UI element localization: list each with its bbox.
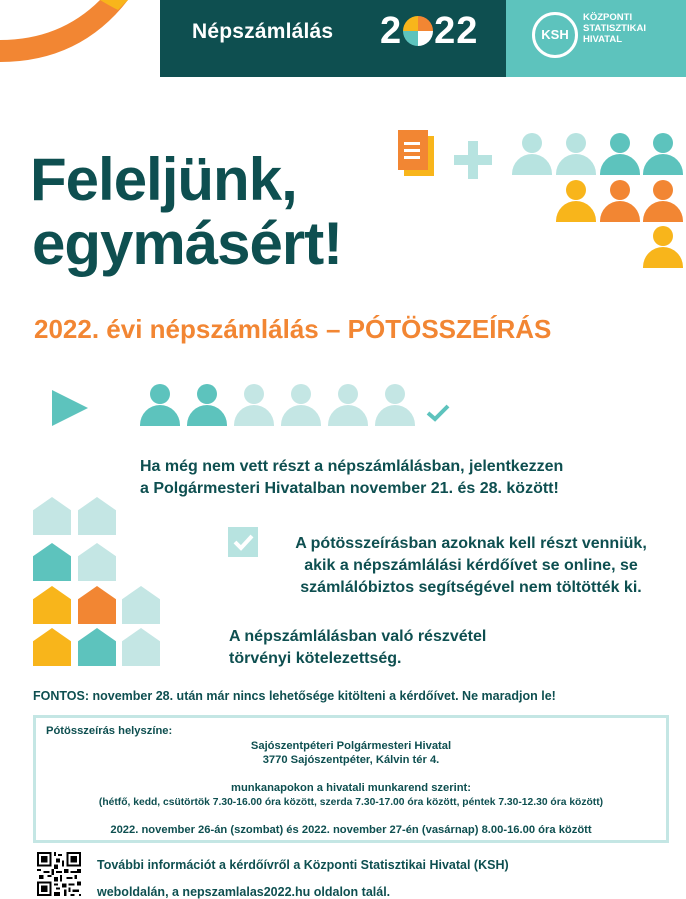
person-icon: [600, 180, 640, 222]
ksh-name-line: STATISZTIKAI: [583, 23, 646, 34]
rule-text: [281, 533, 661, 599]
footer-line: További információt a kérdőívről a Központi Statisztikai Hivatal (KSH): [97, 858, 509, 872]
header-title: Népszámlálás: [192, 20, 334, 43]
legal-line: törvényi kötelezettség.: [229, 650, 402, 667]
intro-text: [140, 456, 600, 500]
location-workdays: munkanapokon a hivatali munkarend szerint:: [231, 782, 471, 794]
check-icon: [228, 527, 258, 557]
intro-line: Ha még nem vett részt a népszámlálásban, jelentkezzen: [140, 458, 564, 475]
intro-line: a Polgármesteri Hivatalban november 21. és 28. között!: [140, 480, 559, 497]
ksh-logo: KSH: [532, 12, 578, 58]
person-icon: [643, 180, 683, 222]
house-icon: [33, 628, 71, 666]
house-icon: [122, 586, 160, 624]
plus-icon: [454, 141, 492, 179]
house-icon: [78, 497, 116, 535]
footer-text: [97, 852, 657, 899]
ksh-name-line: KÖZPONTI: [583, 12, 633, 23]
rule-line: A pótösszeírásban azoknak kell részt venniük,: [295, 535, 647, 552]
house-icon: [78, 543, 116, 581]
house-icon: [33, 543, 71, 581]
qr-code-icon: [37, 852, 81, 896]
headline-line: egymásért!: [32, 210, 343, 277]
person-icon: [140, 384, 180, 426]
header-year: [380, 10, 478, 53]
person-icon: [375, 384, 415, 426]
person-icon: [512, 133, 552, 175]
year-suffix: 22: [434, 10, 479, 52]
headline-line: Feleljünk,: [30, 146, 297, 213]
house-icon: [78, 628, 116, 666]
rule-line: akik a népszámlálási kérdőívet se online, se: [304, 557, 638, 574]
rule-line: számlálóbiztos segítségével nem töltötték ki.: [300, 579, 642, 596]
checkbox-icon: [228, 527, 258, 557]
house-icon: [122, 628, 160, 666]
person-icon: [556, 133, 596, 175]
ksh-name-line: HIVATAL: [583, 34, 623, 45]
person-icon: [600, 133, 640, 175]
location-label: Pótösszeírás helyszíne:: [46, 725, 173, 737]
footer-line: weboldalán, a nepszamlalas2022.hu oldalon talál.: [97, 885, 391, 899]
house-icon: [78, 586, 116, 624]
subtitle: 2022. évi népszámlálás – PÓTÖSSZEÍRÁS: [34, 314, 552, 344]
play-icon: [52, 390, 88, 426]
house-icon: [33, 586, 71, 624]
person-icon: [187, 384, 227, 426]
person-icon: [328, 384, 368, 426]
house-icon: [33, 497, 71, 535]
year-prefix: 2: [380, 10, 403, 52]
important-notice: FONTOS: november 28. után már nincs lehetősége kitölteni a kérdőívet. Ne maradjon le!: [33, 689, 556, 703]
location-name: Sajószentpéteri Polgármesteri Hivatal: [250, 740, 452, 752]
location-address: 3770 Sajószentpéter, Kálvin tér 4.: [262, 754, 440, 766]
check-icon: [426, 404, 450, 422]
document-icon: [398, 130, 436, 178]
person-icon: [643, 226, 683, 268]
person-icon: [281, 384, 321, 426]
person-icon: [556, 180, 596, 222]
location-weekend: 2022. november 26-án (szombat) és 2022. november 27-én (vasárnap) 8.00-16.00 óra között: [110, 824, 592, 836]
location-hours: (hétfő, kedd, csütörtök 7.30-16.00 óra között, szerda 7.30-17.00 óra között, péntek 7.30-12.30 óra között): [98, 797, 604, 808]
ksh-name: [583, 12, 683, 45]
pie-zero-icon: [403, 16, 433, 46]
location-box: [33, 715, 669, 843]
legal-text: [229, 626, 529, 670]
person-icon: [643, 133, 683, 175]
legal-line: A népszámlálásban való részvétel: [229, 628, 487, 645]
corner-arc-decoration: [0, 0, 140, 80]
person-icon: [234, 384, 274, 426]
